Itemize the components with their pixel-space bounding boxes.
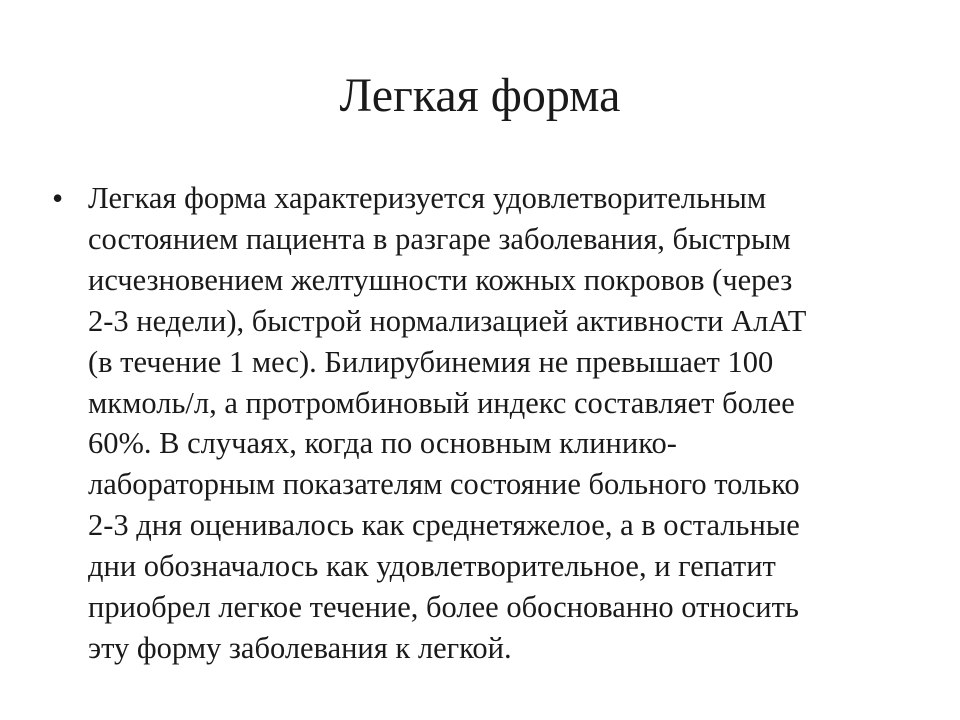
- text-line: Легкая форма характеризуется удовлетворительным: [88, 181, 767, 215]
- bullet-text: [88, 178, 912, 669]
- text-line: 2-3 недели), быстрой нормализацией активности АлАТ: [88, 303, 807, 338]
- text-line: лабораторным показателям состояние больного только: [88, 467, 800, 502]
- slide-title: Легкая форма: [339, 69, 621, 122]
- bullet-marker: •: [52, 180, 64, 216]
- text-line: мкмоль/л, а протромбиновый индекс составляет более: [88, 385, 795, 420]
- text-line: 2-3 дня оценивалось как среднетяжелое, а в остальные: [88, 508, 800, 543]
- bullet-list: [52, 178, 912, 669]
- text-line: (в течение 1 мес). Билирубинемия не превышает 100: [88, 344, 774, 379]
- text-line: эту форму заболевания к легкой.: [88, 630, 512, 665]
- bullet-item: [52, 178, 912, 669]
- text-line: приобрел легкое течение, более обоснованно относить: [88, 590, 799, 625]
- text-line: состоянием пациента в разгаре заболевания, быстрым: [88, 221, 791, 256]
- text-line: 60%. В случаях, когда по основным клинико-: [88, 426, 677, 461]
- text-line: дни обозначалось как удовлетворительное, и гепатит: [88, 549, 776, 584]
- text-line: исчезновением желтушности кожных покровов (через: [88, 262, 793, 297]
